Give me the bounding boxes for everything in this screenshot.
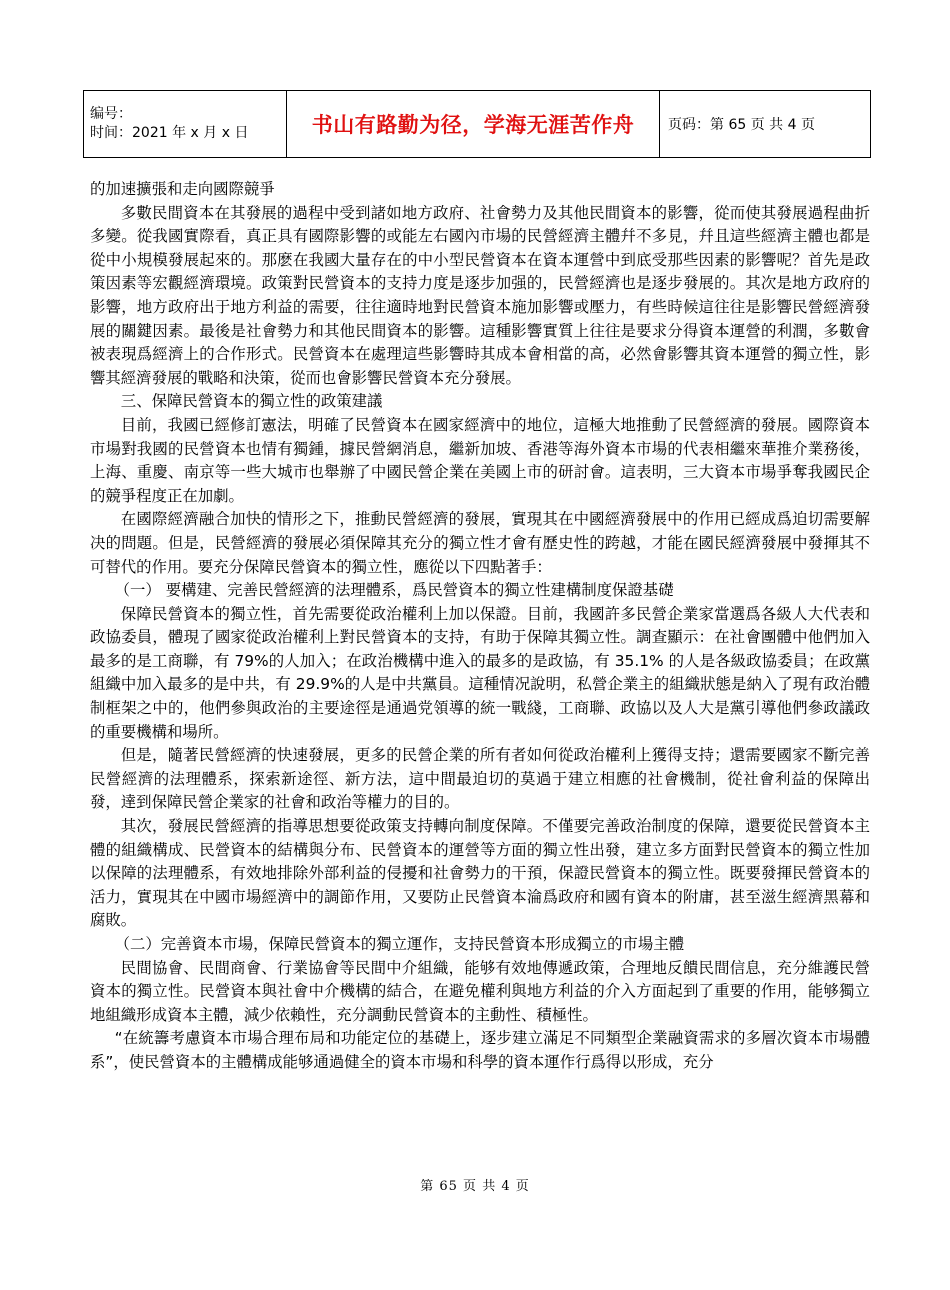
document-body: [90, 178, 870, 1075]
document-header: [83, 90, 871, 158]
paragraph: 民間協會、民間商會、行業協會等民間中介組織，能够有效地傳遞政策，合理地反饋民間信息，充分維護民營資本的獨立性。民營資本與社會中介機構的結合，在避免權利與地方利益的介入方面起到了重要的作用，能够獨立地組織形成資本主體，減少依賴性，充分調動民營資本的主動性、積極性。: [90, 958, 870, 1024]
paragraph: 其次，發展民營經濟的指導思想要從政策支持轉向制度保障。不僅要完善政治制度的保障，還要從民營資本主體的組織構成、民營資本的結構與分布、民營資本的運營等方面的獨立性出發，建立多方面對民營資本的獨立性加以保障的法理體系，有效地排除外部利益的侵擾和社會勢力的干預，保證民營資本的獨立性。既要發揮民營資本的活力，實現其在中國市場經濟中的調節作用，又要防止民營資本淪爲政府和國有資本的附庸，甚至滋生經濟黑幕和腐敗。: [90, 817, 870, 930]
time-label: 时间：2021 年 x 月 x 日: [90, 125, 249, 141]
paragraph: 保障民營資本的獨立性，首先需要從政治權利上加以保證。目前，我國許多民營企業家當選爲各級人大代表和政協委員，體現了國家從政治權利上對民營資本的支持，有助于保障其獨立性。調查顯示：在社會團體中他們加入最多的是工商聯，有 79%的人加入；在政治機構中進入的最多的是政協，有 35.1% 的人是各級政協委員；在政黨組織中加入最多的是中共，有 29.9%的人是中共黨員。這種情况說明，私營企業主的組織狀態是納入了現有政治體制框架之中的，他們參與政治的主要途徑是通過党領導的統一戰綫，工商聯、政協以及人大是黨引導他們參政議政的重要機構和場所。: [90, 604, 870, 741]
paragraph: 多數民間資本在其發展的過程中受到諸如地方政府、社會勢力及其他民間資本的影響，從而使其發展過程曲折多變。從我國實際看，真正具有國際影響的或能左右國內市場的民營經濟主體幷不多見，幷且這些經濟主體也都是從中小規模發展起來的。那麽在我國大量存在的中小型民營資本在資本運營中到底受那些因素的影響呢？首先是政策因素等宏觀經濟環境。政策對民營資本的支持力度是逐步加强的，民營經濟也是逐步發展的。其次是地方政府的影響，地方政府出于地方利益的需要，往往適時地對民營資本施加影響或壓力，有些時候這往往是影響民營經濟發展的關鍵因素。最後是社會勢力和其他民間資本的影響。這種影響實質上往往是要求分得資本運營的利潤，多數會被表現爲經濟上的合作形式。民營資本在處理這些影響時其成本會相當的高，必然會影響其資本運營的獨立性，影響其經濟發展的戰略和決策，從而也會影響民營資本充分發展。: [90, 203, 870, 387]
number-label: 编号：: [90, 106, 132, 122]
page-footer: 第 65 页 共 4 页: [420, 1179, 530, 1194]
section-heading: 三、保障民營資本的獨立性的政策建議: [120, 392, 383, 411]
subsection-heading: （二）完善資本市場，保障民營資本的獨立運作，支持民營資本形成獨立的市場主體: [114, 935, 685, 953]
header-meta-cell: [84, 91, 287, 158]
header-page-label: 页码：第 65 页 共 4 页: [660, 91, 871, 158]
paragraph: 在國際經濟融合加快的情形之下，推動民營經濟的發展，實現其在中國經濟發展中的作用已經成爲迫切需要解决的問題。但是，民營經濟的發展必須保障其充分的獨立性才會有歷史性的跨越，才能在國民經濟發展中發揮其不可替代的作用。要充分保障民營資本的獨立性，應從以下四點著手：: [90, 510, 870, 576]
header-motto: 书山有路勤为径，学海无涯苦作舟: [287, 91, 660, 158]
paragraph: “在統籌考慮資本市場合理布局和功能定位的基礎上，逐步建立滿足不同類型企業融資需求的多層次資本市場體系”，使民營資本的主體構成能够通過健全的資本市場和科學的資本運作行爲得以形成，充分: [90, 1029, 870, 1071]
subsection-heading: （一） 要構建、完善民營經濟的法理體系，爲民營資本的獨立性建構制度保證基礎: [114, 581, 674, 600]
paragraph: 目前，我國已經修訂憲法，明確了民營資本在國家經濟中的地位，這極大地推動了民營經濟的發展。國際資本市場對我國的民營資本也情有獨鍾，據民營網消息，繼新加坡、香港等海外資本市場的代表相繼來華推介業務後，上海、重慶、南京等一些大城市也舉辦了中國民營企業在美國上市的研討會。這表明，三大資本市場爭奪我國民企的競爭程度正在加劇。: [90, 415, 870, 505]
paragraph: 但是，隨著民營經濟的快速發展，更多的民營企業的所有者如何從政治權利上獲得支持；還需要國家不斷完善民營經濟的法理體系，探索新途徑、新方法，這中間最迫切的莫過于建立相應的社會機制，從社會利益的保障出發，達到保障民營企業家的社會和政治等權力的目的。: [90, 746, 870, 812]
paragraph-continuation: 的加速擴張和走向國際競爭: [90, 180, 275, 198]
